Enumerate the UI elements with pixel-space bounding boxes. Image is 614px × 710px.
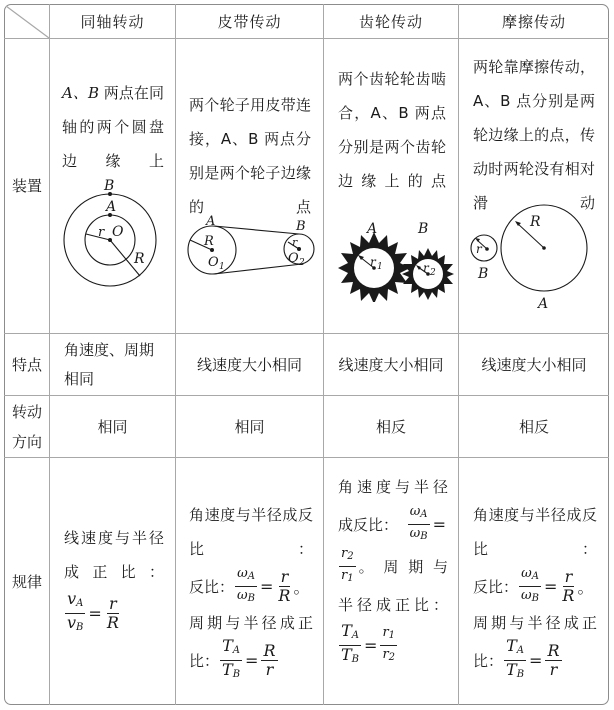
law-friction-formula2: 比： $\frac{T_A}{T_B}$ = $\frac{R}{r}$ [473, 635, 560, 680]
law-friction [473, 498, 597, 680]
law-coaxial [64, 521, 164, 637]
friction-diagram [462, 202, 608, 314]
row-divider [4, 38, 609, 39]
label-B: B [104, 178, 115, 194]
label-r: r [98, 225, 105, 240]
column-header-belt: 皮带传动 [217, 13, 282, 31]
law-friction-text1: 角速度与半径成反比： [473, 506, 597, 558]
law-gear-formula2: $\frac{T_A}{T_B}$ = $\frac{r_1}{r_2}$ [341, 621, 396, 665]
law-coaxial-text: 线速度与半径成正比： [64, 529, 164, 581]
feature-gear: 线速度大小相同 [338, 356, 444, 374]
column-header-coaxial: 同轴转动 [80, 13, 145, 31]
direction-coaxial: 相同 [97, 418, 128, 436]
direction-friction: 相反 [518, 418, 549, 436]
svg-text:2: 2 [299, 258, 305, 268]
row-label-device: 装置 [11, 177, 42, 195]
label-A: A [367, 221, 378, 237]
law-belt-text1: 角速度与半径成反比： [189, 506, 313, 558]
label-O1: O [208, 255, 219, 270]
label-B: B [296, 219, 306, 234]
row-label-direction-line1: 转动 [11, 402, 42, 421]
svg-text:1: 1 [377, 262, 383, 272]
header-diagonal-line [4, 4, 50, 39]
law-gear-formula1-b: $\frac{r_2}{r_1}$ 。 周 期 与 [341, 545, 448, 584]
law-gear-text1: 角速度与半径 [338, 478, 448, 496]
feature-coaxial: 角速度、周期相同 [64, 341, 155, 388]
row-label-law: 规律 [11, 572, 42, 591]
label-R: R [530, 214, 541, 230]
law-belt-text2: 周期与半径成正 [189, 614, 313, 632]
feature-belt: 线速度大小相同 [196, 356, 302, 374]
row-label-feature: 特点 [11, 355, 42, 374]
label-R: R [204, 234, 214, 249]
label-r: r [476, 242, 482, 256]
label-r: r [292, 236, 298, 249]
row-label-direction [5, 396, 49, 457]
law-coaxial-formula: $\frac{v_A}{v_B}$ = $\frac{r}{R}$ [67, 589, 119, 633]
law-friction-text2: 周期与半径成正 [473, 614, 597, 632]
device-friction-text: 两轮靠摩擦传动，A、B 点分别是两轮边缘上的点，传动时两轮没有相对滑动 [473, 58, 595, 212]
coaxial-diagram [58, 172, 174, 300]
law-belt-formula1: 反比： $\frac{\omega_A}{\omega_B}$ = $\frac{r}{R}$ 。 [189, 565, 310, 605]
feature-friction: 线速度大小相同 [481, 356, 587, 374]
law-belt-formula2: 比： $\frac{T_A}{T_B}$ = $\frac{R}{r}$ [189, 635, 276, 680]
law-gear-formula1-a: 成反比： $\frac{\omega_A}{\omega_B}$ = [338, 503, 446, 542]
row-divider [4, 457, 609, 458]
law-gear-text2: 半径成正比： [338, 596, 448, 614]
direction-gear: 相反 [375, 418, 406, 436]
label-B: B [478, 266, 489, 282]
label-R: R [134, 251, 145, 267]
column-header-gear: 齿轮传动 [358, 13, 423, 31]
svg-text:1: 1 [219, 262, 225, 272]
gear-diagram [336, 218, 456, 302]
law-gear [338, 470, 448, 668]
law-friction-formula1: 反比： $\frac{\omega_A}{\omega_B}$ = $\frac{r}{R}$ 。 [473, 565, 594, 605]
col-divider [49, 4, 50, 705]
label-A: A [106, 199, 117, 215]
label-A: A [538, 296, 549, 312]
label-B: B [418, 221, 429, 237]
row-label-direction-line2: 方向 [11, 432, 42, 451]
law-belt [189, 498, 313, 680]
label-r1: r [370, 255, 376, 269]
direction-belt: 相同 [234, 418, 265, 436]
label-O: O [112, 224, 124, 240]
label-r2: r [423, 261, 429, 275]
label-O2: O [288, 251, 299, 266]
device-coaxial-text: A、B 两点在同轴的两个圆盘边缘上 [62, 84, 164, 170]
label-A: A [206, 214, 216, 229]
svg-text:2: 2 [430, 268, 436, 278]
device-belt-text: 两个轮子用皮带连接，A、B 两点分别是两个轮子边缘的点 [189, 96, 311, 216]
device-gear-text: 两个齿轮轮齿啮合，A、B 两点分别是两个齿轮边缘上的点 [338, 70, 446, 190]
column-header-friction: 摩擦传动 [501, 13, 566, 31]
belt-diagram [184, 212, 320, 282]
